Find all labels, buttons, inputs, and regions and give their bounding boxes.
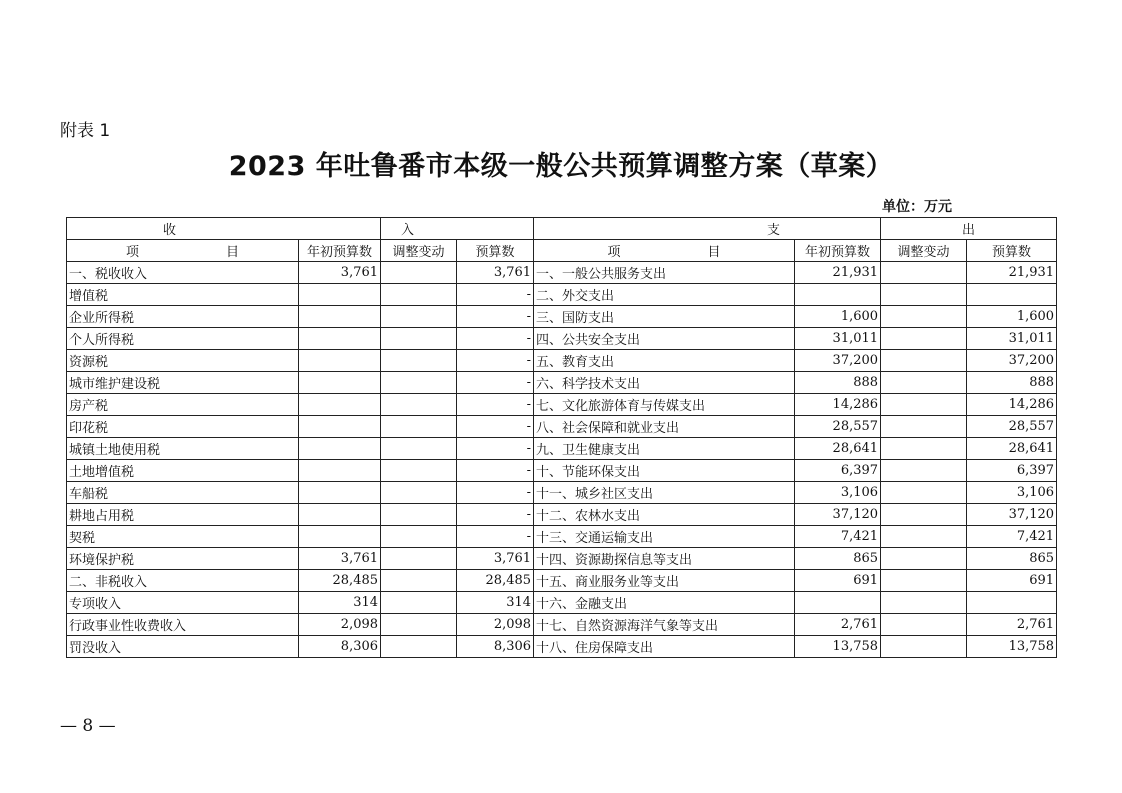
table-row xyxy=(67,526,1057,548)
income-change-cell xyxy=(381,328,457,350)
expense-change-cell xyxy=(881,438,967,460)
income-item-cell: 二、非税收入 xyxy=(67,570,299,592)
expense-change-cell xyxy=(881,592,967,614)
expense-initial-cell: 14,286 xyxy=(795,394,881,416)
expense-change-cell xyxy=(881,570,967,592)
expense-change-cell xyxy=(881,394,967,416)
income-item-header: 项 目 xyxy=(67,240,299,262)
income-change-cell xyxy=(381,570,457,592)
income-change-cell xyxy=(381,482,457,504)
table-row xyxy=(67,350,1057,372)
expense-item-cell: 十五、商业服务业等支出 xyxy=(534,570,795,592)
table-body xyxy=(67,262,1057,658)
expense-item-cell: 十三、交通运输支出 xyxy=(534,526,795,548)
income-change-cell xyxy=(381,592,457,614)
income-change-cell xyxy=(381,350,457,372)
income-initial-header: 年初预算数 xyxy=(299,240,381,262)
expense-change-cell xyxy=(881,350,967,372)
expense-change-header: 调整变动 xyxy=(881,240,967,262)
expense-initial-cell: 888 xyxy=(795,372,881,394)
expense-item-cell: 十七、自然资源海洋气象等支出 xyxy=(534,614,795,636)
income-initial-cell xyxy=(299,284,381,306)
expense-heading-b: 出 xyxy=(881,218,1057,240)
income-change-cell xyxy=(381,394,457,416)
expense-item-cell: 十六、金融支出 xyxy=(534,592,795,614)
expense-initial-cell xyxy=(795,592,881,614)
expense-initial-cell: 3,106 xyxy=(795,482,881,504)
expense-budget-cell: 3,106 xyxy=(967,482,1057,504)
income-initial-cell: 8,306 xyxy=(299,636,381,658)
expense-change-cell xyxy=(881,416,967,438)
expense-change-cell xyxy=(881,262,967,284)
expense-change-cell xyxy=(881,504,967,526)
income-initial-cell xyxy=(299,372,381,394)
income-change-cell xyxy=(381,262,457,284)
income-change-cell xyxy=(381,636,457,658)
income-budget-cell: 8,306 xyxy=(457,636,534,658)
income-initial-cell xyxy=(299,328,381,350)
income-budget-cell: - xyxy=(457,504,534,526)
income-item-cell: 资源税 xyxy=(67,350,299,372)
income-heading-b: 入 xyxy=(381,218,534,240)
income-item-cell: 行政事业性收费收入 xyxy=(67,614,299,636)
expense-change-cell xyxy=(881,526,967,548)
income-initial-cell: 28,485 xyxy=(299,570,381,592)
expense-budget-cell: 13,758 xyxy=(967,636,1057,658)
table-row xyxy=(67,438,1057,460)
expense-initial-cell: 691 xyxy=(795,570,881,592)
expense-budget-cell: 21,931 xyxy=(967,262,1057,284)
expense-change-cell xyxy=(881,372,967,394)
table-row xyxy=(67,328,1057,350)
expense-initial-cell: 28,641 xyxy=(795,438,881,460)
income-initial-cell xyxy=(299,504,381,526)
table-row xyxy=(67,570,1057,592)
expense-item-cell: 一、一般公共服务支出 xyxy=(534,262,795,284)
income-budget-cell: - xyxy=(457,482,534,504)
header-row-columns xyxy=(67,240,1057,262)
expense-initial-header: 年初预算数 xyxy=(795,240,881,262)
income-budget-header: 预算数 xyxy=(457,240,534,262)
income-initial-cell: 3,761 xyxy=(299,262,381,284)
expense-item-cell: 十八、住房保障支出 xyxy=(534,636,795,658)
income-initial-cell xyxy=(299,394,381,416)
income-budget-cell: 2,098 xyxy=(457,614,534,636)
expense-budget-header: 预算数 xyxy=(967,240,1057,262)
table-row xyxy=(67,394,1057,416)
expense-budget-cell: 37,200 xyxy=(967,350,1057,372)
income-item-cell: 环境保护税 xyxy=(67,548,299,570)
expense-change-cell xyxy=(881,328,967,350)
expense-budget-cell: 28,557 xyxy=(967,416,1057,438)
income-budget-cell: - xyxy=(457,394,534,416)
income-item-cell: 企业所得税 xyxy=(67,306,299,328)
expense-heading-a: 支 xyxy=(534,218,881,240)
expense-budget-cell: 2,761 xyxy=(967,614,1057,636)
income-budget-cell: - xyxy=(457,328,534,350)
expense-initial-cell: 31,011 xyxy=(795,328,881,350)
table-row xyxy=(67,504,1057,526)
expense-item-cell: 十、节能环保支出 xyxy=(534,460,795,482)
unit-label: 单位：万元 xyxy=(882,199,952,215)
expense-budget-cell xyxy=(967,592,1057,614)
income-change-header: 调整变动 xyxy=(381,240,457,262)
income-budget-cell: 314 xyxy=(457,592,534,614)
income-change-cell xyxy=(381,306,457,328)
income-item-cell: 个人所得税 xyxy=(67,328,299,350)
budget-table xyxy=(66,217,1057,658)
income-budget-cell: 3,761 xyxy=(457,548,534,570)
income-budget-cell: 28,485 xyxy=(457,570,534,592)
expense-item-cell: 二、外交支出 xyxy=(534,284,795,306)
expense-initial-cell: 21,931 xyxy=(795,262,881,284)
income-change-cell xyxy=(381,526,457,548)
expense-budget-cell: 691 xyxy=(967,570,1057,592)
expense-item-cell: 六、科学技术支出 xyxy=(534,372,795,394)
income-item-cell: 土地增值税 xyxy=(67,460,299,482)
expense-initial-cell: 865 xyxy=(795,548,881,570)
expense-budget-cell: 31,011 xyxy=(967,328,1057,350)
income-item-cell: 城镇土地使用税 xyxy=(67,438,299,460)
income-initial-cell xyxy=(299,526,381,548)
table-row xyxy=(67,372,1057,394)
income-change-cell xyxy=(381,284,457,306)
income-item-cell: 增值税 xyxy=(67,284,299,306)
page-title: 2023 年吐鲁番市本级一般公共预算调整方案（草案） xyxy=(228,151,894,182)
expense-item-cell: 十四、资源勘探信息等支出 xyxy=(534,548,795,570)
expense-budget-cell: 888 xyxy=(967,372,1057,394)
expense-change-cell xyxy=(881,482,967,504)
expense-budget-cell xyxy=(967,284,1057,306)
expense-change-cell xyxy=(881,548,967,570)
income-initial-cell xyxy=(299,306,381,328)
expense-change-cell xyxy=(881,636,967,658)
income-heading-a: 收 xyxy=(67,218,381,240)
income-change-cell xyxy=(381,614,457,636)
expense-initial-cell: 37,200 xyxy=(795,350,881,372)
table-row xyxy=(67,262,1057,284)
income-change-cell xyxy=(381,372,457,394)
income-item-cell: 耕地占用税 xyxy=(67,504,299,526)
expense-item-cell: 三、国防支出 xyxy=(534,306,795,328)
expense-initial-cell: 13,758 xyxy=(795,636,881,658)
income-budget-cell: - xyxy=(457,438,534,460)
expense-initial-cell: 2,761 xyxy=(795,614,881,636)
expense-item-cell: 九、卫生健康支出 xyxy=(534,438,795,460)
income-budget-cell: - xyxy=(457,372,534,394)
income-budget-cell: - xyxy=(457,526,534,548)
expense-initial-cell: 6,397 xyxy=(795,460,881,482)
expense-item-cell: 十二、农林水支出 xyxy=(534,504,795,526)
income-item-cell: 城市维护建设税 xyxy=(67,372,299,394)
expense-item-cell: 八、社会保障和就业支出 xyxy=(534,416,795,438)
income-budget-cell: - xyxy=(457,350,534,372)
expense-change-cell xyxy=(881,460,967,482)
expense-item-cell: 七、文化旅游体育与传媒支出 xyxy=(534,394,795,416)
income-budget-cell: - xyxy=(457,460,534,482)
expense-budget-cell: 28,641 xyxy=(967,438,1057,460)
table-row xyxy=(67,284,1057,306)
income-initial-cell xyxy=(299,416,381,438)
expense-change-cell xyxy=(881,306,967,328)
expense-initial-cell: 37,120 xyxy=(795,504,881,526)
income-initial-cell xyxy=(299,460,381,482)
header-row-sections xyxy=(67,218,1057,240)
expense-item-cell: 五、教育支出 xyxy=(534,350,795,372)
table-row xyxy=(67,416,1057,438)
table-row xyxy=(67,460,1057,482)
income-item-cell: 车船税 xyxy=(67,482,299,504)
expense-budget-cell: 1,600 xyxy=(967,306,1057,328)
expense-item-cell: 四、公共安全支出 xyxy=(534,328,795,350)
expense-initial-cell: 1,600 xyxy=(795,306,881,328)
page-number: — 8 — xyxy=(60,716,116,736)
income-initial-cell: 3,761 xyxy=(299,548,381,570)
income-item-cell: 罚没收入 xyxy=(67,636,299,658)
income-change-cell xyxy=(381,460,457,482)
table-row xyxy=(67,614,1057,636)
income-initial-cell xyxy=(299,482,381,504)
table-row xyxy=(67,482,1057,504)
expense-initial-cell: 28,557 xyxy=(795,416,881,438)
expense-budget-cell: 7,421 xyxy=(967,526,1057,548)
expense-budget-cell: 37,120 xyxy=(967,504,1057,526)
income-item-cell: 契税 xyxy=(67,526,299,548)
income-initial-cell xyxy=(299,350,381,372)
table-row xyxy=(67,306,1057,328)
expense-change-cell xyxy=(881,614,967,636)
income-initial-cell: 2,098 xyxy=(299,614,381,636)
expense-item-cell: 十一、城乡社区支出 xyxy=(534,482,795,504)
expense-budget-cell: 6,397 xyxy=(967,460,1057,482)
income-item-cell: 专项收入 xyxy=(67,592,299,614)
table-row xyxy=(67,548,1057,570)
income-change-cell xyxy=(381,504,457,526)
income-change-cell xyxy=(381,416,457,438)
income-change-cell xyxy=(381,548,457,570)
income-initial-cell: 314 xyxy=(299,592,381,614)
income-budget-cell: - xyxy=(457,416,534,438)
expense-change-cell xyxy=(881,284,967,306)
table-row xyxy=(67,636,1057,658)
income-budget-cell: - xyxy=(457,284,534,306)
expense-item-header: 项 目 xyxy=(534,240,795,262)
annex-label: 附表 1 xyxy=(60,121,111,141)
income-item-cell: 一、税收收入 xyxy=(67,262,299,284)
table-row xyxy=(67,592,1057,614)
income-initial-cell xyxy=(299,438,381,460)
expense-budget-cell: 14,286 xyxy=(967,394,1057,416)
expense-budget-cell: 865 xyxy=(967,548,1057,570)
income-budget-cell: 3,761 xyxy=(457,262,534,284)
income-budget-cell: - xyxy=(457,306,534,328)
income-item-cell: 印花税 xyxy=(67,416,299,438)
income-item-cell: 房产税 xyxy=(67,394,299,416)
expense-initial-cell xyxy=(795,284,881,306)
expense-initial-cell: 7,421 xyxy=(795,526,881,548)
income-change-cell xyxy=(381,438,457,460)
